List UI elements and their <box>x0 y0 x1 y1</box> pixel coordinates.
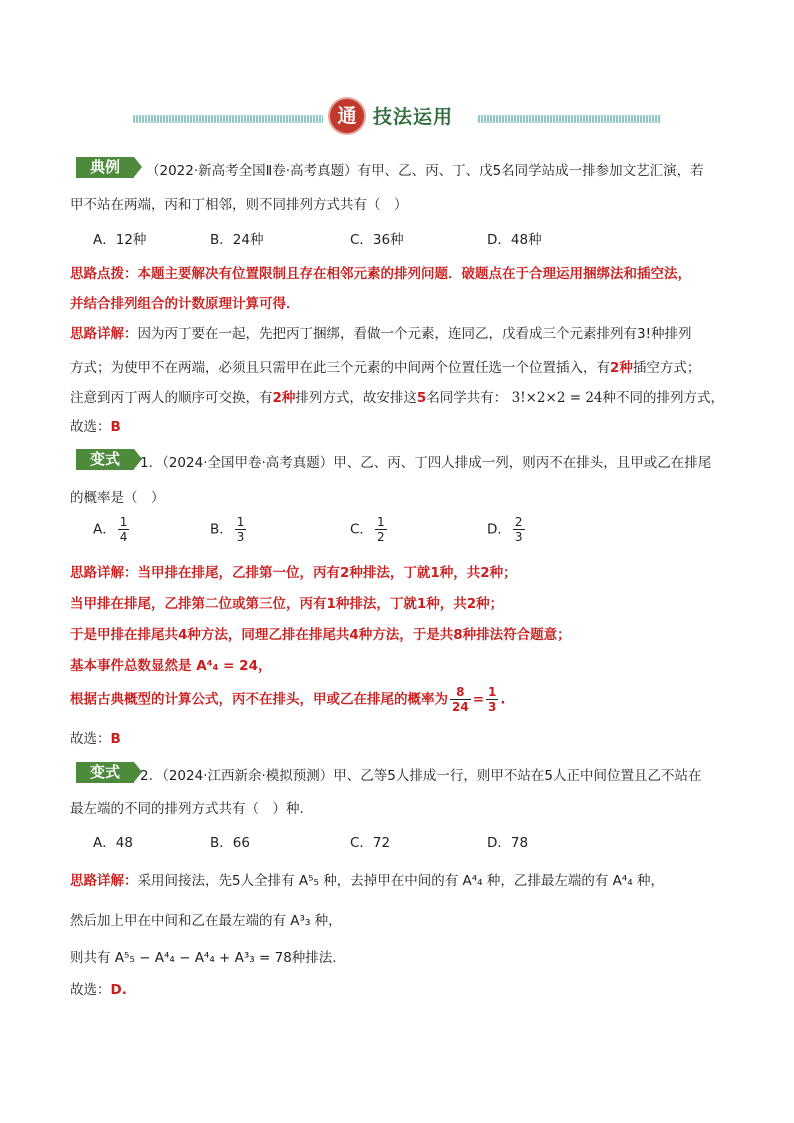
banner-rule-right <box>478 115 661 123</box>
fraction-numerator: 1 <box>119 515 128 529</box>
variant2-detail-line1 <box>70 869 664 889</box>
fraction-numerator: 1 <box>236 515 245 529</box>
probability-fraction-2 <box>486 685 498 714</box>
option-letter: C． <box>350 521 373 538</box>
detail-text-5: 根据古典概型的计算公式，丙不在排头，甲或乙在排尾的概率为 <box>70 691 448 708</box>
example-answer <box>70 415 121 435</box>
fraction-denominator: 3 <box>488 700 497 714</box>
option-letter: A． <box>93 521 116 538</box>
variant2-detail-line2: 然后加上甲在中间和乙在最左端的有 A³₃ 种， <box>70 913 342 929</box>
variant1-detail-line4: 基本事件总数显然是 A⁴₄ = 24， <box>70 658 272 674</box>
example-detail-line3 <box>70 386 724 406</box>
equals-sign: = <box>472 691 485 708</box>
detail-text-1: 当甲排在排尾，乙排第一位，丙有2种排法，丁就1种，共2种； <box>137 565 517 581</box>
fraction-numerator: 1 <box>488 685 497 699</box>
banner-rule-left <box>133 115 323 123</box>
banner-title: 技法运用 <box>373 106 454 128</box>
banner-badge-icon: 通 <box>330 99 364 133</box>
option-letter: B． <box>210 521 233 538</box>
fraction-denominator: 3 <box>514 530 523 544</box>
variant1-option-a <box>93 515 131 544</box>
variant2-question-line1: 2．（2024·江西新余·模拟预测）甲、乙等5人排成一行，则甲不站在5人正中间位置且乙不站在 <box>140 768 702 784</box>
fraction-numerator: 2 <box>514 515 523 529</box>
variant1-question-line1: 1．（2024·全国甲卷·高考真题）甲、乙、丙、丁四人排成一列，则丙不在排头，且甲或乙在排尾 <box>140 455 712 471</box>
variant1-tag: 变式 <box>76 449 134 470</box>
option-fraction <box>375 515 387 544</box>
detail-text-3d: 种不同的排列方式， <box>602 390 724 406</box>
example-tag: 典例 <box>76 157 134 178</box>
fraction-denominator: 2 <box>376 530 385 544</box>
detail-text-2-end: 插空方式； <box>632 360 701 376</box>
option-fraction <box>118 515 130 544</box>
example-hint-line2: 并结合排列组合的计数原理计算可得． <box>70 296 300 312</box>
example-option-b: B．24种 <box>210 232 264 248</box>
option-fraction <box>235 515 247 544</box>
answer-prefix: 故选： <box>70 731 111 747</box>
variant1-answer <box>70 727 121 747</box>
answer-value: B <box>110 731 121 747</box>
detail-label: 思路详解： <box>70 565 138 581</box>
variant2-detail-line3: 则共有 A⁵₅ − A⁴₄ − A⁴₄ + A³₃ = 78种排法. <box>70 950 337 966</box>
variant2-option-c: C．72 <box>350 835 391 851</box>
variant1-option-c <box>350 515 389 544</box>
variant1-option-b <box>210 515 248 544</box>
detail-text-3c: 名同学共有： <box>426 390 508 406</box>
variant1-detail-line3: 于是甲排在排尾共4种方法，同理乙排在排尾共4种方法，于是共8种排法符合题意； <box>70 627 571 643</box>
hint-label: 思路点拨： <box>70 266 138 282</box>
fraction-denominator: 24 <box>452 700 469 714</box>
fraction-numerator: 1 <box>376 515 385 529</box>
example-hint-line1 <box>70 262 691 282</box>
variant2-tag: 变式 <box>76 762 134 783</box>
fraction-denominator: 4 <box>119 530 128 544</box>
probability-fraction-1 <box>450 685 471 714</box>
example-detail-line1 <box>70 322 692 342</box>
detail-label: 思路详解： <box>70 326 138 342</box>
detail-label: 思路详解： <box>70 873 138 889</box>
detail-hl-3: 2种 <box>272 390 296 406</box>
period: . <box>500 691 506 708</box>
variant2-option-b: B．66 <box>210 835 250 851</box>
variant2-question-line2: 最左端的不同的排列方式共有（ ）种. <box>70 801 304 817</box>
variant1-detail-line1 <box>70 561 517 581</box>
detail-text-3a: 注意到丙丁两人的顺序可交换，有 <box>70 390 273 406</box>
example-option-a: A．12种 <box>93 232 147 248</box>
detail-hl-3b: 5 <box>416 390 427 406</box>
variant1-option-d <box>487 515 527 544</box>
example-option-d: D．48种 <box>487 232 542 248</box>
detail-text-3b: 排列方式，故安排这 <box>295 390 417 406</box>
answer-value: D. <box>110 982 127 998</box>
variant1-detail-line5 <box>70 685 506 714</box>
variant2-answer <box>70 978 127 998</box>
detail-formula-3: 3!×2×2 = 24 <box>511 390 603 406</box>
option-letter: D． <box>487 521 511 538</box>
hint-text-1: 本题主要解决有位置限制且存在相邻元素的排列问题．破题点在于合理运用捆绑法和插空法， <box>137 266 691 282</box>
option-fraction <box>513 515 525 544</box>
answer-value: B <box>110 419 121 435</box>
answer-prefix: 故选： <box>70 419 111 435</box>
variant1-question-line2: 的概率是（ ） <box>70 490 165 506</box>
detail-text-2: 方式；为使甲不在两端，必须且只需甲在此三个元素的中间两个位置任选一个位置插入，有 <box>70 360 610 376</box>
answer-prefix: 故选： <box>70 982 111 998</box>
variant2-option-d: D．78 <box>487 835 529 851</box>
variant2-option-a: A．48 <box>93 835 133 851</box>
detail-text-1: 采用间接法，先5人全排有 A⁵₅ 种，去掉甲在中间的有 A⁴₄ 种，乙排最左端的有 A⁴₄ 种， <box>137 873 665 889</box>
example-detail-line2 <box>70 356 700 376</box>
example-option-c: C．36种 <box>350 232 404 248</box>
detail-text-1: 因为丙丁要在一起，先把丙丁捆绑，看做一个元素，连同乙，戊看成三个元素排列有3!种排列 <box>137 326 692 342</box>
example-question-line2: 甲不站在两端，丙和丁相邻，则不同排列方式共有（ ） <box>70 197 408 213</box>
detail-hl-2: 2种 <box>610 360 633 376</box>
fraction-numerator: 8 <box>450 685 471 700</box>
fraction-denominator: 3 <box>236 530 245 544</box>
example-question-line1: （2022·新高考全国Ⅱ卷·高考真题）有甲、乙、丙、丁、戊5名同学站成一排参加文艺汇演，若 <box>146 163 704 179</box>
variant1-detail-line2: 当甲排在排尾，乙排第二位或第三位，丙有1种排法，丁就1种，共2种； <box>70 596 504 612</box>
